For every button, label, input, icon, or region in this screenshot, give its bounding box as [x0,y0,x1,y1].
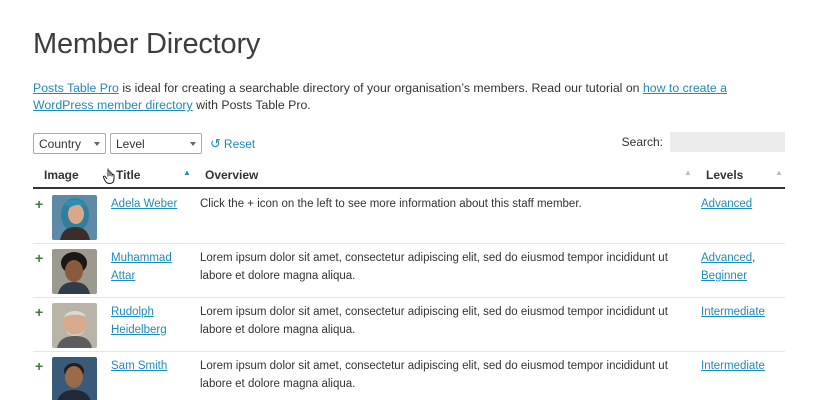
search-label: Search: [621,135,663,149]
table-row [33,353,785,400]
level-link[interactable]: Advanced [701,252,753,264]
level-filter-value: Level [116,137,145,151]
chevron-down-icon [190,142,196,146]
member-levels [701,357,781,375]
avatar [52,249,97,294]
avatar [52,195,97,240]
level-separator: , [752,252,756,264]
member-overview: Lorem ipsum dolor sit amet, consectetur adipiscing elit, sed do eiusmod tempor incididunt ut labore et dolore magna aliqua. [200,360,668,390]
intro-text-2: with Posts Table Pro. [192,98,311,112]
column-header-overview[interactable]: Overview [205,168,259,182]
intro-paragraph [33,80,753,114]
plus-icon[interactable]: + [35,304,44,320]
level-link[interactable]: Beginner [701,270,748,282]
table-row [33,191,785,244]
country-filter-value: Country [39,137,82,151]
plus-icon[interactable]: + [35,358,44,374]
member-levels [701,195,781,213]
table-row [33,245,785,298]
member-levels [701,249,781,285]
search-box [622,132,785,152]
level-filter-select[interactable] [110,133,202,154]
column-header-image: Image [44,168,79,182]
level-link[interactable]: Intermediate [701,306,765,318]
avatar [52,303,97,348]
tutorial-link[interactable]: how to create a WordPress member directory [33,81,728,112]
plus-icon[interactable]: + [35,196,44,212]
filter-bar [33,133,255,154]
member-title-link[interactable]: Sam Smith [111,360,168,372]
column-header-levels[interactable]: Levels [706,168,744,182]
table-row [33,299,785,352]
member-overview: Lorem ipsum dolor sit amet, consectetur adipiscing elit, sed do eiusmod tempor incididunt ut labore et dolore magna aliqua. [200,306,668,336]
table-header [33,161,785,189]
reset-label: Reset [223,136,256,151]
level-link[interactable]: Intermediate [701,360,765,372]
member-title-link[interactable]: Muhammad Attar [111,252,172,282]
sort-arrows-icon[interactable]: ▲ [775,168,783,177]
member-title-link[interactable]: Adela Weber [111,198,178,210]
hand-pointer-icon [103,167,117,185]
level-link[interactable]: Advanced [701,198,753,210]
member-overview: Click the + icon on the left to see more information about this staff member. [200,198,582,210]
undo-icon: ↺ [210,135,221,151]
member-title-link[interactable]: Rudolph Heidelberg [111,306,167,336]
chevron-down-icon [94,142,100,146]
member-overview: Lorem ipsum dolor sit amet, consectetur adipiscing elit, sed do eiusmod tempor incididunt ut labore et dolore magna aliqua. [200,252,668,282]
posts-table-pro-link[interactable]: Posts Table Pro [33,81,119,95]
column-header-title[interactable]: Title [116,168,141,182]
country-filter-select[interactable] [33,133,106,154]
page-title: Member Directory [33,28,261,60]
avatar [52,357,97,400]
member-levels [701,303,781,321]
sort-arrows-icon[interactable]: ▲ [684,168,692,177]
sort-ascending-icon[interactable]: ▲ [183,168,191,177]
reset-button[interactable] [210,136,255,152]
search-input[interactable] [670,132,785,152]
plus-icon[interactable]: + [35,250,44,266]
intro-text-1: is ideal for creating a searchable directory of your organisation’s members. Read our tutorial on [118,81,643,95]
